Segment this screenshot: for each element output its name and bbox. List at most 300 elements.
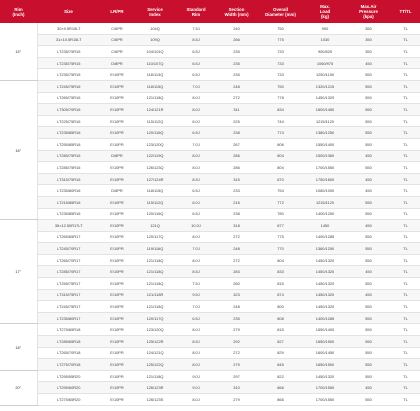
table-cell: LT265/75R16 xyxy=(37,92,100,104)
table-cell: 8.0J xyxy=(176,104,216,116)
table-cell: TL xyxy=(391,231,420,243)
table-row xyxy=(0,370,420,382)
table-cell: 450 xyxy=(346,57,391,69)
table-cell: E/10PR xyxy=(100,80,134,92)
table-cell: 8.0J xyxy=(176,150,216,162)
table-cell: 834 xyxy=(257,104,304,116)
table-cell: 272 xyxy=(216,231,257,243)
table-cell: 6.5J xyxy=(176,69,216,81)
table-cell: 1600/1450 xyxy=(304,347,346,359)
table-cell: 877 xyxy=(257,220,304,232)
table-row xyxy=(0,231,420,243)
table-cell: 9.0J xyxy=(176,382,216,394)
table-cell: 804 xyxy=(257,150,304,162)
rim-size-cell: 20" xyxy=(0,370,37,405)
table-cell: 121/118Q xyxy=(134,370,176,382)
table-row xyxy=(0,69,420,81)
table-cell: 775 xyxy=(257,34,304,46)
table-cell: 126/123R xyxy=(134,382,176,394)
table-cell: 550 xyxy=(346,336,391,348)
table-cell: 118/115Q xyxy=(134,80,176,92)
table-cell: 124/121R xyxy=(134,104,176,116)
table-cell: 550 xyxy=(346,92,391,104)
table-row xyxy=(0,185,420,197)
table-cell: 1360/1250 xyxy=(304,243,346,255)
table-cell: 216 xyxy=(216,196,257,208)
table-row xyxy=(0,382,420,394)
table-cell: E/10PR xyxy=(100,289,134,301)
table-cell: 1320/1215 xyxy=(304,80,346,92)
table-cell: LT285/65R18 xyxy=(37,336,100,348)
table-cell: 31×10.5R15LT xyxy=(37,34,100,46)
table-row xyxy=(0,266,420,278)
table-row xyxy=(0,115,420,127)
table-cell: LT285/75R16 xyxy=(37,150,100,162)
rim-size-cell: 16" xyxy=(0,80,37,219)
table-cell: 118/115Q xyxy=(134,185,176,197)
table-cell: 550 xyxy=(346,127,391,139)
table-cell: 1650/1500 xyxy=(304,359,346,371)
table-cell: E/10PR xyxy=(100,254,134,266)
table-cell: C/6PR xyxy=(100,34,134,46)
table-cell: 120/117Q xyxy=(134,231,176,243)
table-row xyxy=(0,359,420,371)
table-cell: 550 xyxy=(346,254,391,266)
table-cell: LT235/80R17 xyxy=(37,312,100,324)
table-cell: 9.0J xyxy=(176,370,216,382)
table-cell: 870 xyxy=(257,173,304,185)
table-cell: 550 xyxy=(346,370,391,382)
table-cell: TL xyxy=(391,278,420,290)
table-cell: 550 xyxy=(346,359,391,371)
table-cell: 800 xyxy=(257,301,304,313)
table-row xyxy=(0,289,420,301)
table-cell: E/10PR xyxy=(100,162,134,174)
table-cell: 550 xyxy=(346,162,391,174)
table-cell: LT265/70R17 xyxy=(37,254,100,266)
table-cell: 120/117Q xyxy=(134,312,176,324)
table-cell: TL xyxy=(391,57,420,69)
table-cell: 866 xyxy=(257,394,304,406)
table-cell: TL xyxy=(391,347,420,359)
table-cell: 550 xyxy=(346,80,391,92)
table-cell: 815 xyxy=(257,278,304,290)
table-cell: 116/113Q xyxy=(134,69,176,81)
table-cell: 1450/1320 xyxy=(304,301,346,313)
table-cell: 1600/1450 xyxy=(304,104,346,116)
table-cell: TL xyxy=(391,80,420,92)
table-cell: 550 xyxy=(346,243,391,255)
table-cell: 550 xyxy=(346,301,391,313)
table-cell: 297 xyxy=(216,370,257,382)
table-cell: 550 xyxy=(346,347,391,359)
table-cell: 272 xyxy=(216,92,257,104)
table-cell: TL xyxy=(391,254,420,266)
table-cell: 1550/1400 xyxy=(304,138,346,150)
table-cell: 125/122Q xyxy=(134,359,176,371)
table-body xyxy=(0,23,420,405)
table-cell: 1700/1550 xyxy=(304,162,346,174)
table-cell: 121/118Q xyxy=(134,301,176,313)
table-cell: TL xyxy=(391,185,420,197)
table-cell: E/10PR xyxy=(100,104,134,116)
table-cell: E/10PR xyxy=(100,173,134,185)
table-cell: E/10PR xyxy=(100,347,134,359)
table-cell: 8.0J xyxy=(176,347,216,359)
table-cell: TL xyxy=(391,34,420,46)
table-cell: 121/118Q xyxy=(134,278,176,290)
table-cell: D/8PR xyxy=(100,150,134,162)
table-cell: TL xyxy=(391,23,420,34)
table-cell: TL xyxy=(391,173,420,185)
table-cell: 8.0J xyxy=(176,92,216,104)
table-cell: 8.0J xyxy=(176,394,216,406)
table-cell: 874 xyxy=(257,289,304,301)
table-cell: 804 xyxy=(257,162,304,174)
table-cell: LT235/85R16 xyxy=(37,208,100,220)
table-cell: TL xyxy=(391,243,420,255)
table-cell: E/10PR xyxy=(100,92,134,104)
table-cell: TL xyxy=(391,115,420,127)
table-cell: 1700/1550 xyxy=(304,382,346,394)
table-cell: 806 xyxy=(257,138,304,150)
table-cell: LT295/55R20 xyxy=(37,370,100,382)
table-cell: 750 xyxy=(257,23,304,34)
table-cell: 126/123Q xyxy=(134,162,176,174)
table-cell: 1450/1320 xyxy=(304,254,346,266)
table-cell: LT315/75R16 xyxy=(37,173,100,185)
table-cell: 235 xyxy=(216,46,257,58)
table-cell: E/10PR xyxy=(100,208,134,220)
table-row xyxy=(0,23,420,34)
table-cell: 110/107Q xyxy=(134,57,176,69)
table-cell: 1700/1550 xyxy=(304,394,346,406)
table-cell: TL xyxy=(391,127,420,139)
table-cell: 1550/1400 xyxy=(304,324,346,336)
table-cell: TL xyxy=(391,69,420,81)
table-cell: E/10PR xyxy=(100,231,134,243)
table-cell: LT305/70R16 xyxy=(37,104,100,116)
table-cell: TL xyxy=(391,324,420,336)
table-cell: 286 xyxy=(216,162,257,174)
table-cell: 733 xyxy=(257,69,304,81)
table-cell: 238 xyxy=(216,208,257,220)
table-cell: 248 xyxy=(216,243,257,255)
table-cell: TL xyxy=(391,150,420,162)
rim-size-cell: 18" xyxy=(0,324,37,370)
table-cell: C/6PR xyxy=(100,46,134,58)
table-cell: 7.0J xyxy=(176,138,216,150)
column-header: Standard Rim xyxy=(176,0,216,23)
table-cell: 123/120Q xyxy=(134,324,176,336)
table-cell: LT265/65R17 xyxy=(37,231,100,243)
table-cell: 1215/1120 xyxy=(304,115,346,127)
table-cell: TL xyxy=(391,196,420,208)
table-cell: 550 xyxy=(346,69,391,81)
table-cell: 1450/1320 xyxy=(304,92,346,104)
table-cell: 550 xyxy=(346,208,391,220)
table-cell: 804 xyxy=(257,254,304,266)
table-cell: 121/118Q xyxy=(134,254,176,266)
table-cell: 323 xyxy=(216,289,257,301)
table-cell: 7.5J xyxy=(176,278,216,290)
table-row xyxy=(0,92,420,104)
table-cell: 550 xyxy=(346,312,391,324)
table-cell: TL xyxy=(391,104,420,116)
table-cell: 550 xyxy=(346,231,391,243)
table-cell: 121/118Q xyxy=(134,266,176,278)
table-cell: E/10PR xyxy=(100,196,134,208)
table-cell: 1500/1360 xyxy=(304,150,346,162)
table-cell: 126/123S xyxy=(134,394,176,406)
table-cell: 1750/1600 xyxy=(304,173,346,185)
table-cell: 866 xyxy=(257,382,304,394)
table-header xyxy=(0,0,420,23)
table-cell: 279 xyxy=(216,359,257,371)
table-row xyxy=(0,104,420,116)
table-cell: 550 xyxy=(346,394,391,406)
table-cell: 750 xyxy=(257,80,304,92)
table-cell: 450 xyxy=(346,382,391,394)
table-row xyxy=(0,196,420,208)
table-cell: 829 xyxy=(257,347,304,359)
table-cell: E/10PR xyxy=(100,220,134,232)
column-header: Overall Diameter (mm) xyxy=(257,0,304,23)
table-cell: 311 xyxy=(216,104,257,116)
table-cell: 450 xyxy=(346,266,391,278)
table-cell: 900 xyxy=(304,23,346,34)
table-cell: 1380/1250 xyxy=(304,127,346,139)
table-cell: TL xyxy=(391,301,420,313)
table-cell: 550 xyxy=(346,324,391,336)
table-cell: 30×9.5R15LT xyxy=(37,23,100,34)
column-header: TT/TL xyxy=(391,0,420,23)
table-cell: 1650/1500 xyxy=(304,336,346,348)
table-cell: 8.5J xyxy=(176,266,216,278)
table-cell: TL xyxy=(391,46,420,58)
table-cell: 6.0J xyxy=(176,115,216,127)
table-cell: 775 xyxy=(257,231,304,243)
table-cell: E/10PR xyxy=(100,138,134,150)
table-cell: 450 xyxy=(346,185,391,197)
table-cell: 7.0J xyxy=(176,301,216,313)
table-cell: TL xyxy=(391,92,420,104)
table-cell: LT275/65R20 xyxy=(37,394,100,406)
table-cell: D/8PR xyxy=(100,57,134,69)
table-cell: 260 xyxy=(216,278,257,290)
table-cell: 121Q xyxy=(134,220,176,232)
column-header: Rim (Inch) xyxy=(0,0,37,23)
table-cell: 235 xyxy=(216,312,257,324)
table-cell: TL xyxy=(391,289,420,301)
table-row xyxy=(0,278,420,290)
column-header: Max. Load (kg) xyxy=(304,0,346,23)
table-cell: 248 xyxy=(216,80,257,92)
table-cell: 1215/1120 xyxy=(304,196,346,208)
table-cell: LT265/70R18 xyxy=(37,347,100,359)
table-cell: 8.5J xyxy=(176,173,216,185)
table-cell: 350 xyxy=(346,23,391,34)
table-cell: 1450/1320 xyxy=(304,289,346,301)
table-cell: 833 xyxy=(257,266,304,278)
table-cell: LT235/75R15 xyxy=(37,46,100,58)
table-row xyxy=(0,347,420,359)
table-cell: 248 xyxy=(216,301,257,313)
table-row xyxy=(0,312,420,324)
table-cell: E/10PR xyxy=(100,394,134,406)
table-cell: 1250/1150 xyxy=(304,69,346,81)
table-cell: LT275/65R18 xyxy=(37,324,100,336)
table-cell: LT235/80R16 xyxy=(37,185,100,197)
table-cell: 235 xyxy=(216,57,257,69)
table-cell: 10.0J xyxy=(176,220,216,232)
table-cell: LT245/75R16 xyxy=(37,80,100,92)
table-cell: LT245/75R17 xyxy=(37,301,100,313)
table-cell: LT285/70R17 xyxy=(37,266,100,278)
table-row xyxy=(0,162,420,174)
table-cell: 8.0J xyxy=(176,162,216,174)
table-cell: 1450 xyxy=(304,220,346,232)
table-cell: 292 xyxy=(216,336,257,348)
table-cell: E/10PR xyxy=(100,370,134,382)
table-cell: 774 xyxy=(257,127,304,139)
table-cell: 119/116Q xyxy=(134,243,176,255)
table-cell: 6.5J xyxy=(176,312,216,324)
table-cell: 770 xyxy=(257,243,304,255)
table-cell: 272 xyxy=(216,347,257,359)
table-cell: 6.5J xyxy=(176,57,216,69)
table-cell: 225 xyxy=(216,115,257,127)
table-row xyxy=(0,127,420,139)
table-row xyxy=(0,57,420,69)
table-cell: E/10PR xyxy=(100,312,134,324)
table-cell: TL xyxy=(391,370,420,382)
table-cell: 8.0J xyxy=(176,324,216,336)
table-row xyxy=(0,243,420,255)
table-cell: 121/118R xyxy=(134,289,176,301)
table-cell: 233 xyxy=(216,185,257,197)
table-cell: 754 xyxy=(257,185,304,197)
table-row xyxy=(0,220,420,232)
table-cell: TL xyxy=(391,312,420,324)
table-cell: E/10PR xyxy=(100,69,134,81)
table-cell: D/8PR xyxy=(100,185,134,197)
table-cell: TL xyxy=(391,336,420,348)
table-cell: 104/101Q xyxy=(134,46,176,58)
rim-size-cell: 15" xyxy=(0,23,37,80)
table-cell: 283 xyxy=(216,266,257,278)
table-row xyxy=(0,324,420,336)
table-cell: LT315/75R17 xyxy=(37,289,100,301)
table-cell: LT245/70R17 xyxy=(37,243,100,255)
table-cell: 6.5J xyxy=(176,208,216,220)
table-cell: 808 xyxy=(257,312,304,324)
table-cell: 318 xyxy=(216,220,257,232)
table-row xyxy=(0,150,420,162)
table-cell: 123/120Q xyxy=(134,138,176,150)
table-cell: 109Q xyxy=(134,34,176,46)
table-cell: LT215/85R16 xyxy=(37,196,100,208)
table-cell: 550 xyxy=(346,138,391,150)
table-cell: 122/119Q xyxy=(134,150,176,162)
table-cell: 6.5J xyxy=(176,46,216,58)
column-header: LR/PR xyxy=(100,0,134,23)
table-cell: 7.5J xyxy=(176,23,216,34)
table-cell: TL xyxy=(391,162,420,174)
table-cell: 822 xyxy=(257,370,304,382)
table-row xyxy=(0,138,420,150)
table-row xyxy=(0,301,420,313)
table-cell: TL xyxy=(391,208,420,220)
table-cell: 450 xyxy=(346,150,391,162)
table-row xyxy=(0,254,420,266)
table-cell: 8.0J xyxy=(176,359,216,371)
table-cell: 350 xyxy=(346,34,391,46)
table-cell: 6.5J xyxy=(176,127,216,139)
table-cell: 7.0J xyxy=(176,80,216,92)
table-cell: LT295/60R20 xyxy=(37,382,100,394)
table-cell: 1450/1320 xyxy=(304,266,346,278)
table-cell: TL xyxy=(391,382,420,394)
table-cell: 8.0J xyxy=(176,231,216,243)
table-cell: TL xyxy=(391,359,420,371)
table-cell: LT235/85R16 xyxy=(37,127,100,139)
table-cell: 550 xyxy=(346,104,391,116)
table-cell: E/10PR xyxy=(100,243,134,255)
table-cell: 286 xyxy=(216,150,257,162)
table-cell: 550 xyxy=(346,278,391,290)
table-cell: 7.0J xyxy=(176,243,216,255)
table-cell: E/10PR xyxy=(100,336,134,348)
table-cell: E/10PR xyxy=(100,359,134,371)
table-cell: E/10PR xyxy=(100,301,134,313)
table-cell: 6.5J xyxy=(176,185,216,197)
table-row xyxy=(0,394,420,406)
table-cell: E/10PR xyxy=(100,266,134,278)
table-cell: 733 xyxy=(257,57,304,69)
table-cell: 1400/1285 xyxy=(304,312,346,324)
table-cell: 1030 xyxy=(304,34,346,46)
table-cell: TL xyxy=(391,138,420,150)
table-cell: 9.5J xyxy=(176,289,216,301)
table-cell: 279 xyxy=(216,324,257,336)
table-cell: 744 xyxy=(257,115,304,127)
table-cell: 8.5J xyxy=(176,336,216,348)
table-cell: 450 xyxy=(346,173,391,185)
table-row xyxy=(0,173,420,185)
table-cell: 104Q xyxy=(134,23,176,34)
table-cell: 238 xyxy=(216,127,257,139)
table-cell: 240 xyxy=(216,23,257,34)
column-header: Size xyxy=(37,0,100,23)
column-header: Section Width (mm) xyxy=(216,0,257,23)
table-cell: 115/112Q xyxy=(134,196,176,208)
table-cell: 350 xyxy=(346,46,391,58)
table-cell: E/10PR xyxy=(100,278,134,290)
table-cell: E/10PR xyxy=(100,324,134,336)
table-cell: 827 xyxy=(257,336,304,348)
rim-size-cell: 17" xyxy=(0,220,37,324)
table-cell: 267 xyxy=(216,138,257,150)
table-cell: E/10PR xyxy=(100,115,134,127)
table-cell: 266 xyxy=(216,34,257,46)
table-row xyxy=(0,34,420,46)
table-cell: 310 xyxy=(216,382,257,394)
table-cell: TL xyxy=(391,220,420,232)
table-cell: 125/122R xyxy=(134,336,176,348)
table-cell: 272 xyxy=(216,254,257,266)
column-header: Max.Air Pressure (kpa) xyxy=(346,0,391,23)
